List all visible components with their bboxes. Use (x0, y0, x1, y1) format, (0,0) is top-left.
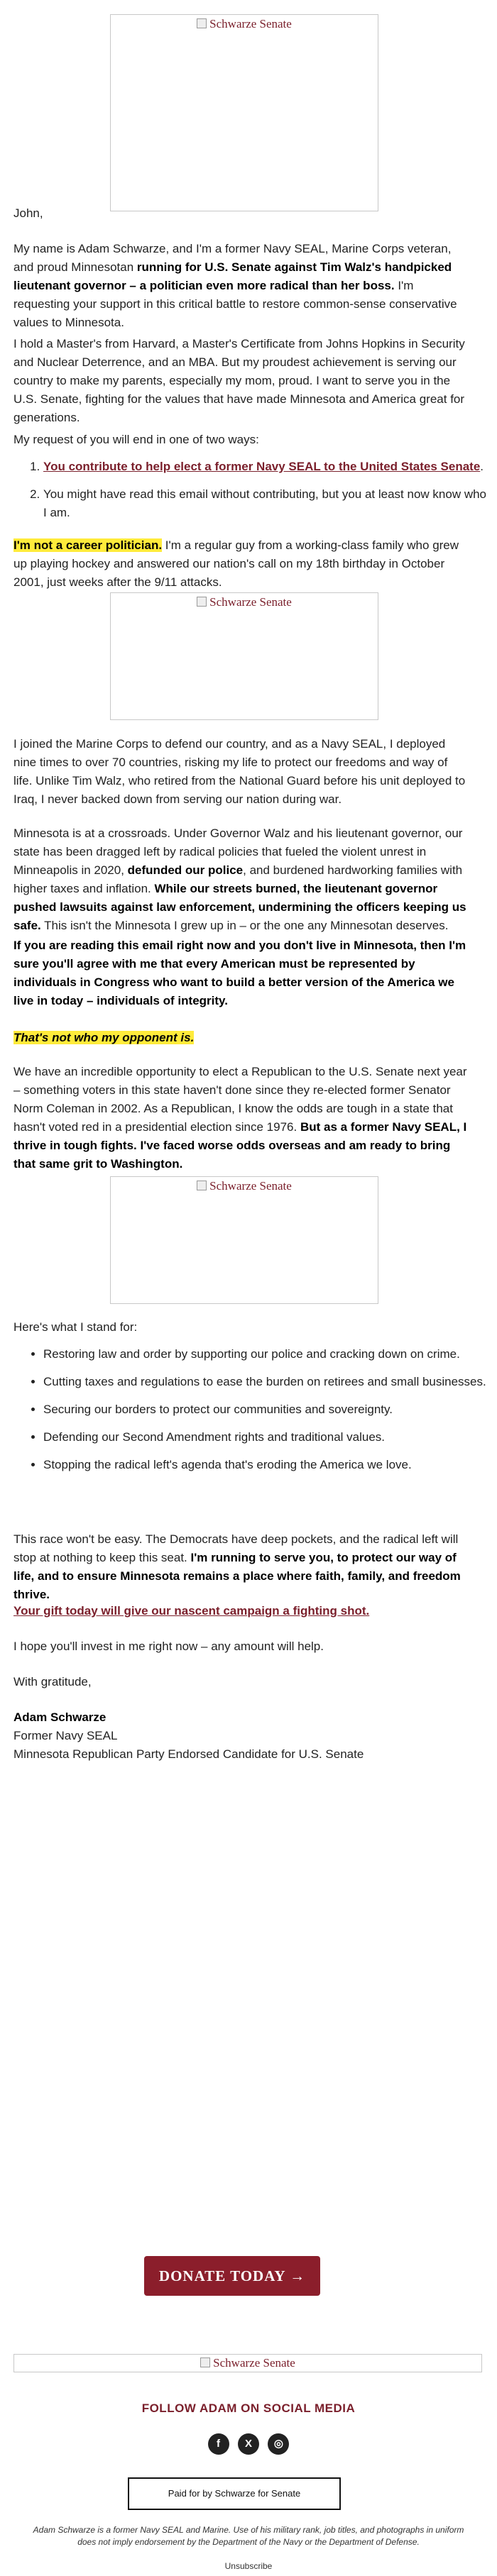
crossroads-paragraph: Minnesota is at a crossroads. Under Governor Walz and his lieutenant governor, our state has been dragged left by radical policies that fueled the violent unrest in Minneapolis in 2020, defunded our police, and burdened hardworking families with higher taxes and inflation. While our streets burned, the lieutenant governor pushed lawsuits against law enforcement, undermining the officers keeping us safe. This isn't the Minnesota I grew up in – or the one any Minnesotan deserves. (13, 827, 466, 932)
opportunity-paragraph: We have an incredible opportunity to elect a Republican to the U.S. Senate next year – something voters in this state haven't done since they re-elected former Senator Norm Coleman in 2002. As a Republican, I know the odds are tough in a state that hasn't voted red in a presidential election since 1976. But as a former Navy SEAL, I thrive in tough fights. I've faced worse odds overseas and am ready to bring that same grit to Washington. (13, 1065, 467, 1171)
instagram-icon[interactable]: ◎ (268, 2433, 289, 2455)
list-item: • Restoring law and order by supporting our police and cracking down on crime. (43, 1345, 491, 1364)
closing: With gratitude, (13, 1675, 92, 1688)
option-read: 2. You might have read this email without contributing, but you at least now know who I am. (43, 485, 491, 522)
list-item: • Cutting taxes and regulations to ease the burden on retirees and small businesses. (43, 1373, 491, 1391)
gift-paragraph (13, 1602, 468, 1620)
signature-name: Adam Schwarze (13, 1710, 106, 1724)
facebook-icon[interactable]: f (208, 2433, 229, 2455)
list-item: • Stopping the radical left's agenda that's eroding the America we love. (43, 1456, 491, 1474)
header-image (110, 14, 378, 211)
broken-image-icon (200, 2357, 210, 2367)
greeting: John, (13, 206, 43, 220)
follow-heading: FOLLOW ADAM ON SOCIAL MEDIA (141, 2401, 356, 2415)
mid-image: Schwarze Senate (110, 592, 378, 720)
gift-link[interactable]: Your gift today will give our nascent campaign a fighting shot. (13, 1604, 370, 1618)
non-minnesota-paragraph: If you are reading this email right now and you don't live in Minnesota, then I'm sure you'll agree with me that every American must be represented by individuals in Congress who want to build a better version of the America we live in today – individuals of integrity. (13, 939, 466, 1007)
social-links (0, 2433, 497, 2455)
contribute-link[interactable]: You contribute to help elect a former Navy SEAL to the United States Senate (43, 460, 481, 473)
list-item: • Defending our Second Amendment rights and traditional values. (43, 1428, 491, 1447)
disclaimer: Adam Schwarze is a former Navy SEAL and Marine. Use of his military rank, job titles, and photographs in uniform does not imply endorsement by the Department of the Navy or the Department of Defense. (33, 2525, 464, 2547)
signature-title: Former Navy SEAL (13, 1729, 118, 1742)
invest-paragraph: I hope you'll invest in me right now – any amount will help. (13, 1640, 324, 1653)
not-career-politician-paragraph: I'm not a career politician. I'm a regular guy from a working-class family who grew up playing hockey and answered our nation's call on my 18th birthday in October 2001, just weeks after the 9/11 attacks. (13, 538, 459, 589)
request-paragraph: My request of you will end in one of two ways: (13, 433, 259, 446)
broken-image-icon (197, 597, 207, 607)
broken-image-icon (197, 18, 207, 28)
paid-for-box: Paid for by Schwarze for Senate (128, 2477, 341, 2510)
options-list (13, 458, 491, 531)
signature-subtitle: Minnesota Republican Party Endorsed Candidate for U.S. Senate (13, 1747, 364, 1761)
stand-for-heading: Here's what I stand for: (13, 1320, 138, 1334)
intro-paragraph: My name is Adam Schwarze, and I'm a former Navy SEAL, Marine Corps veteran, and proud Minnesotan running for U.S. Senate against Tim Walz's handpicked lieutenant governor – a politician even more radical than her boss. I'm requesting your support in this critical battle to restore common-sense conservative values to Minnesota. (13, 242, 457, 329)
race-paragraph: This race won't be easy. The Democrats have deep pockets, and the radical left will stop at nothing to keep this seat. I'm running to serve you, to protect our way of life, and to ensure Minnesota remains a place where faith, family, and freedom thrive. (13, 1532, 461, 1601)
footer-image: Schwarze Senate (13, 2354, 482, 2372)
military-service-paragraph: I joined the Marine Corps to defend our country, and as a Navy SEAL, I deployed nine times to over 70 countries, risking my life to protect our freedoms and way of life. Unlike Tim Walz, who retired from the National Guard before his unit deployed to Iraq, I never backed down from serving our nation during war. (13, 737, 466, 806)
opponent-paragraph: That's not who my opponent is. (13, 1031, 195, 1044)
header-image-alt: Schwarze Senate (209, 17, 292, 31)
option-contribute: 1. You contribute to help elect a former Navy SEAL to the United States Senate. (43, 458, 491, 476)
donate-button[interactable]: DONATE TODAY → (144, 2256, 320, 2296)
list-item: • Securing our borders to protect our communities and sovereignty. (43, 1400, 491, 1419)
credentials-paragraph: I hold a Master's from Harvard, a Master's Certificate from Johns Hopkins in Security and Nuclear Deterrence, and an MBA. But my proudest achievement is serving our country to make my parents, especially my mom, proud. I want to serve you in the U.S. Senate, fighting for the values that have made Minnesota and America great for generations. (13, 337, 465, 424)
unsubscribe-link[interactable]: Unsubscribe (224, 2561, 273, 2571)
third-image: Schwarze Senate (110, 1176, 378, 1304)
stands-list (13, 1345, 491, 1483)
x-icon[interactable]: X (238, 2433, 259, 2455)
signature-block (13, 1708, 468, 1764)
broken-image-icon (197, 1181, 207, 1190)
